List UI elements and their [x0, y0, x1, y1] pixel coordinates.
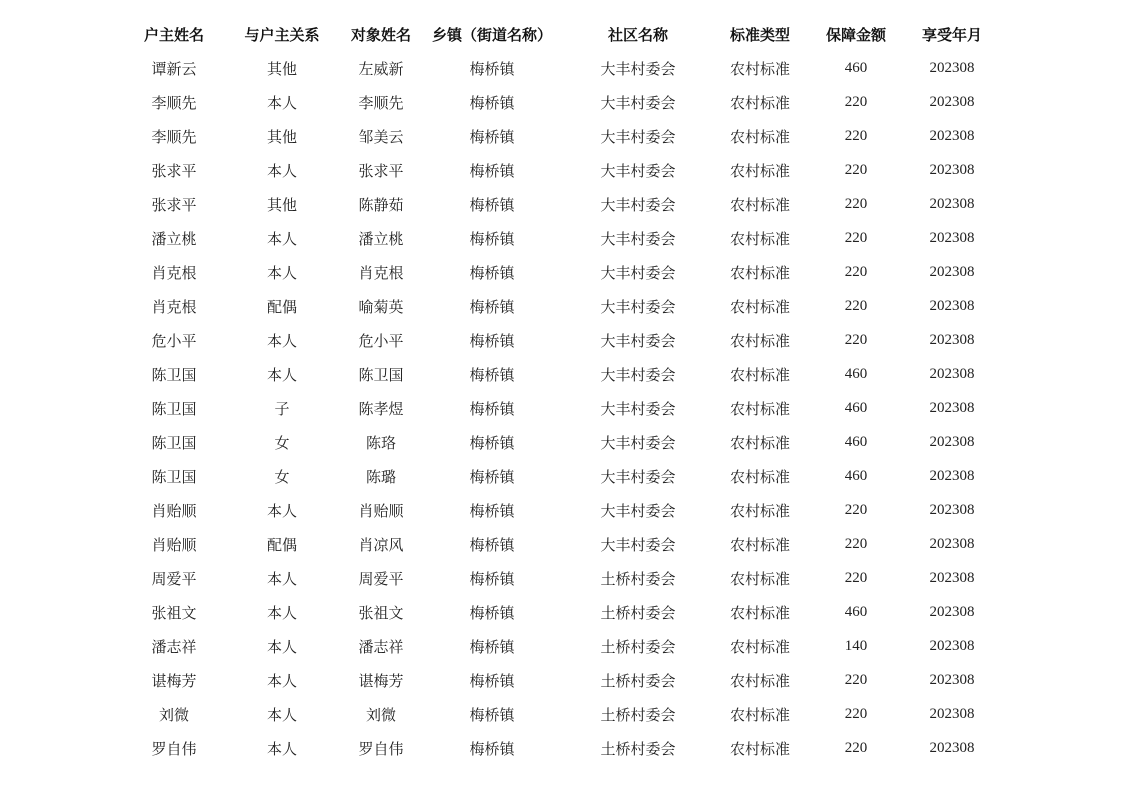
- period-cell: 202308: [929, 569, 975, 586]
- householder-name-cell: 陈卫国: [151, 467, 197, 486]
- period-cell: 202308: [929, 705, 975, 722]
- recipient-name-cell: 陈静茹: [358, 195, 404, 214]
- amount-cell: 460: [844, 603, 868, 620]
- standard-type-cell: 农村标准: [729, 569, 790, 588]
- recipient-name-cell: 陈珞: [365, 433, 396, 452]
- table-row: [120, 493, 994, 527]
- standard-type-cell: 农村标准: [729, 331, 790, 350]
- township-cell: 梅桥镇: [469, 59, 515, 78]
- relation-cell: 本人: [266, 671, 297, 690]
- table-row: [120, 561, 994, 595]
- period-cell: 202308: [929, 739, 975, 756]
- standard-type-cell: 农村标准: [729, 365, 790, 384]
- col-header-standard-type: 标准类型: [729, 25, 790, 44]
- relation-cell: 其他: [266, 59, 297, 78]
- relation-cell: 其他: [266, 195, 297, 214]
- community-cell: 大丰村委会: [600, 59, 676, 78]
- township-cell: 梅桥镇: [469, 569, 515, 588]
- amount-cell: 460: [844, 399, 868, 416]
- relation-cell: 本人: [266, 637, 297, 656]
- relation-cell: 本人: [266, 161, 297, 180]
- community-cell: 土桥村委会: [600, 671, 676, 690]
- community-cell: 大丰村委会: [600, 467, 676, 486]
- township-cell: 梅桥镇: [469, 467, 515, 486]
- amount-cell: 220: [844, 705, 868, 722]
- householder-name-cell: 肖贻顺: [151, 501, 197, 520]
- period-cell: 202308: [929, 93, 975, 110]
- township-cell: 梅桥镇: [469, 195, 515, 214]
- table-row: [120, 697, 994, 731]
- community-cell: 土桥村委会: [600, 739, 676, 758]
- householder-name-cell: 谭新云: [151, 59, 197, 78]
- amount-cell: 220: [844, 501, 868, 518]
- amount-cell: 220: [844, 127, 868, 144]
- community-cell: 大丰村委会: [600, 433, 676, 452]
- col-header-community: 社区名称: [607, 25, 668, 44]
- amount-cell: 220: [844, 263, 868, 280]
- standard-type-cell: 农村标准: [729, 739, 790, 758]
- period-cell: 202308: [929, 161, 975, 178]
- householder-name-cell: 潘志祥: [151, 637, 197, 656]
- community-cell: 大丰村委会: [600, 229, 676, 248]
- table-row: [120, 391, 994, 425]
- col-header-period: 享受年月: [921, 25, 982, 44]
- householder-name-cell: 潘立桃: [151, 229, 197, 248]
- community-cell: 大丰村委会: [600, 161, 676, 180]
- period-cell: 202308: [929, 603, 975, 620]
- recipient-name-cell: 肖凉风: [358, 535, 404, 554]
- relation-cell: 女: [274, 433, 290, 452]
- relation-cell: 本人: [266, 501, 297, 520]
- township-cell: 梅桥镇: [469, 93, 515, 112]
- recipient-name-cell: 李顺先: [358, 93, 404, 112]
- township-cell: 梅桥镇: [469, 365, 515, 384]
- table-row: [120, 289, 994, 323]
- householder-name-cell: 张求平: [151, 195, 197, 214]
- amount-cell: 140: [844, 637, 868, 654]
- period-cell: 202308: [929, 535, 975, 552]
- township-cell: 梅桥镇: [469, 671, 515, 690]
- householder-name-cell: 周爱平: [151, 569, 197, 588]
- community-cell: 大丰村委会: [600, 93, 676, 112]
- amount-cell: 460: [844, 467, 868, 484]
- householder-name-cell: 张求平: [151, 161, 197, 180]
- householder-name-cell: 肖克根: [151, 297, 197, 316]
- recipient-name-cell: 肖克根: [358, 263, 404, 282]
- table-row: [120, 119, 994, 153]
- amount-cell: 220: [844, 161, 868, 178]
- table-row: [120, 51, 994, 85]
- community-cell: 大丰村委会: [600, 365, 676, 384]
- standard-type-cell: 农村标准: [729, 229, 790, 248]
- table-body: [120, 51, 994, 765]
- township-cell: 梅桥镇: [469, 433, 515, 452]
- table-row: [120, 357, 994, 391]
- relation-cell: 本人: [266, 93, 297, 112]
- period-cell: 202308: [929, 229, 975, 246]
- community-cell: 大丰村委会: [600, 127, 676, 146]
- relation-cell: 其他: [266, 127, 297, 146]
- amount-cell: 220: [844, 297, 868, 314]
- recipient-name-cell: 陈卫国: [358, 365, 404, 384]
- community-cell: 大丰村委会: [600, 297, 676, 316]
- col-header-recipient-name: 对象姓名: [350, 25, 411, 44]
- relation-cell: 配偶: [266, 297, 297, 316]
- recipient-name-cell: 陈孝煜: [358, 399, 404, 418]
- community-cell: 大丰村委会: [600, 195, 676, 214]
- col-header-relation: 与户主关系: [244, 25, 320, 44]
- community-cell: 大丰村委会: [600, 263, 676, 282]
- table-row: [120, 731, 994, 765]
- community-cell: 大丰村委会: [600, 399, 676, 418]
- table-row: [120, 221, 994, 255]
- amount-cell: 220: [844, 331, 868, 348]
- period-cell: 202308: [929, 59, 975, 76]
- township-cell: 梅桥镇: [469, 501, 515, 520]
- township-cell: 梅桥镇: [469, 229, 515, 248]
- amount-cell: 220: [844, 93, 868, 110]
- relation-cell: 本人: [266, 365, 297, 384]
- table-row: [120, 459, 994, 493]
- table-row: [120, 187, 994, 221]
- recipient-name-cell: 谌梅芳: [358, 671, 404, 690]
- table-row: [120, 425, 994, 459]
- township-cell: 梅桥镇: [469, 603, 515, 622]
- householder-name-cell: 陈卫国: [151, 399, 197, 418]
- standard-type-cell: 农村标准: [729, 59, 790, 78]
- standard-type-cell: 农村标准: [729, 501, 790, 520]
- householder-name-cell: 李顺先: [151, 127, 197, 146]
- relation-cell: 本人: [266, 569, 297, 588]
- relation-cell: 本人: [266, 331, 297, 350]
- householder-name-cell: 陈卫国: [151, 433, 197, 452]
- relation-cell: 本人: [266, 739, 297, 758]
- relation-cell: 配偶: [266, 535, 297, 554]
- amount-cell: 220: [844, 569, 868, 586]
- township-cell: 梅桥镇: [469, 297, 515, 316]
- standard-type-cell: 农村标准: [729, 127, 790, 146]
- householder-name-cell: 张祖文: [151, 603, 197, 622]
- recipient-name-cell: 邹美云: [358, 127, 404, 146]
- period-cell: 202308: [929, 467, 975, 484]
- township-cell: 梅桥镇: [469, 263, 515, 282]
- householder-name-cell: 谌梅芳: [151, 671, 197, 690]
- standard-type-cell: 农村标准: [729, 161, 790, 180]
- community-cell: 大丰村委会: [600, 331, 676, 350]
- recipient-name-cell: 陈璐: [365, 467, 396, 486]
- table-row: [120, 153, 994, 187]
- recipient-name-cell: 张求平: [358, 161, 404, 180]
- township-cell: 梅桥镇: [469, 739, 515, 758]
- standard-type-cell: 农村标准: [729, 297, 790, 316]
- standard-type-cell: 农村标准: [729, 637, 790, 656]
- standard-type-cell: 农村标准: [729, 93, 790, 112]
- recipient-name-cell: 张祖文: [358, 603, 404, 622]
- amount-cell: 460: [844, 433, 868, 450]
- period-cell: 202308: [929, 263, 975, 280]
- period-cell: 202308: [929, 365, 975, 382]
- recipient-name-cell: 左威新: [358, 59, 404, 78]
- householder-name-cell: 陈卫国: [151, 365, 197, 384]
- table-row: [120, 595, 994, 629]
- township-cell: 梅桥镇: [469, 127, 515, 146]
- col-header-householder-name: 户主姓名: [143, 25, 204, 44]
- period-cell: 202308: [929, 501, 975, 518]
- amount-cell: 220: [844, 739, 868, 756]
- township-cell: 梅桥镇: [469, 399, 515, 418]
- header-row: [120, 17, 994, 51]
- table-row: [120, 85, 994, 119]
- amount-cell: 460: [844, 59, 868, 76]
- householder-name-cell: 李顺先: [151, 93, 197, 112]
- recipient-name-cell: 周爱平: [358, 569, 404, 588]
- period-cell: 202308: [929, 399, 975, 416]
- relation-cell: 女: [274, 467, 290, 486]
- col-header-township: 乡镇（街道名称）: [431, 25, 552, 44]
- benefit-roster-table: [120, 17, 994, 765]
- amount-cell: 220: [844, 229, 868, 246]
- amount-cell: 220: [844, 535, 868, 552]
- community-cell: 大丰村委会: [600, 501, 676, 520]
- standard-type-cell: 农村标准: [729, 399, 790, 418]
- recipient-name-cell: 潘志祥: [358, 637, 404, 656]
- table-row: [120, 255, 994, 289]
- period-cell: 202308: [929, 195, 975, 212]
- householder-name-cell: 肖克根: [151, 263, 197, 282]
- township-cell: 梅桥镇: [469, 637, 515, 656]
- standard-type-cell: 农村标准: [729, 603, 790, 622]
- standard-type-cell: 农村标准: [729, 195, 790, 214]
- standard-type-cell: 农村标准: [729, 671, 790, 690]
- amount-cell: 220: [844, 671, 868, 688]
- recipient-name-cell: 肖贻顺: [358, 501, 404, 520]
- relation-cell: 子: [274, 399, 290, 418]
- township-cell: 梅桥镇: [469, 535, 515, 554]
- recipient-name-cell: 刘微: [365, 705, 396, 724]
- standard-type-cell: 农村标准: [729, 705, 790, 724]
- standard-type-cell: 农村标准: [729, 263, 790, 282]
- period-cell: 202308: [929, 297, 975, 314]
- period-cell: 202308: [929, 331, 975, 348]
- recipient-name-cell: 喻菊英: [358, 297, 404, 316]
- standard-type-cell: 农村标准: [729, 535, 790, 554]
- table-row: [120, 323, 994, 357]
- recipient-name-cell: 罗自伟: [358, 739, 404, 758]
- community-cell: 土桥村委会: [600, 603, 676, 622]
- relation-cell: 本人: [266, 705, 297, 724]
- amount-cell: 220: [844, 195, 868, 212]
- table-row: [120, 629, 994, 663]
- township-cell: 梅桥镇: [469, 331, 515, 350]
- community-cell: 土桥村委会: [600, 637, 676, 656]
- standard-type-cell: 农村标准: [729, 433, 790, 452]
- period-cell: 202308: [929, 637, 975, 654]
- table-row: [120, 527, 994, 561]
- recipient-name-cell: 危小平: [358, 331, 404, 350]
- householder-name-cell: 肖贻顺: [151, 535, 197, 554]
- recipient-name-cell: 潘立桃: [358, 229, 404, 248]
- standard-type-cell: 农村标准: [729, 467, 790, 486]
- householder-name-cell: 罗自伟: [151, 739, 197, 758]
- period-cell: 202308: [929, 671, 975, 688]
- householder-name-cell: 危小平: [151, 331, 197, 350]
- relation-cell: 本人: [266, 603, 297, 622]
- householder-name-cell: 刘微: [158, 705, 189, 724]
- period-cell: 202308: [929, 433, 975, 450]
- township-cell: 梅桥镇: [469, 161, 515, 180]
- relation-cell: 本人: [266, 263, 297, 282]
- relation-cell: 本人: [266, 229, 297, 248]
- col-header-amount: 保障金额: [825, 25, 886, 44]
- table-row: [120, 663, 994, 697]
- community-cell: 大丰村委会: [600, 535, 676, 554]
- period-cell: 202308: [929, 127, 975, 144]
- community-cell: 土桥村委会: [600, 705, 676, 724]
- township-cell: 梅桥镇: [469, 705, 515, 724]
- community-cell: 土桥村委会: [600, 569, 676, 588]
- amount-cell: 460: [844, 365, 868, 382]
